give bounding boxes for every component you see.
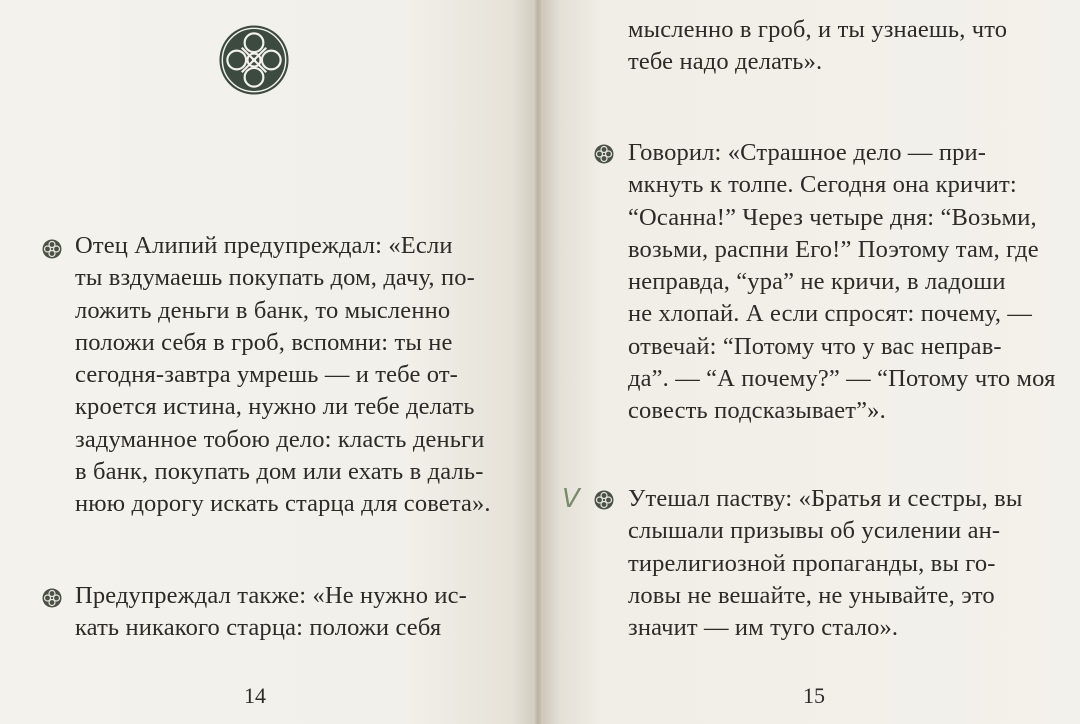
text-line: сегодня-завтра умрешь — и тебе от-: [75, 361, 458, 389]
page-number-right: 15: [803, 683, 825, 708]
paragraph-comfort: [628, 483, 1023, 644]
knot-bullet-icon: [594, 144, 614, 164]
paragraph-crowd: [628, 137, 1056, 428]
text-line: Предупреждал также: «Не нужно ис-: [75, 582, 467, 609]
paragraph-alipy-1: [75, 230, 491, 521]
knot-bullet-icon: [42, 588, 62, 608]
text-line: ловы не вешайте, не унывайте, это: [628, 581, 995, 609]
text-line: кроется истина, нужно ли тебе делать: [75, 393, 475, 421]
text-line: кать никакого старца: положи себя: [75, 614, 442, 642]
knot-bullet-icon: [594, 490, 614, 510]
text-line: ты вздумаешь покупать дом, дачу, по-: [75, 264, 475, 292]
book-gutter: [533, 0, 543, 724]
text-line: задуманное тобою дело: класть деньги: [75, 425, 485, 453]
text-line: отвечай: “Потому что у вас неправ-: [628, 332, 1002, 360]
text-line: “Осанна!” Через четыре дня: “Возьми,: [628, 203, 1037, 231]
text-line: Говорил: «Страшное дело — при-: [628, 139, 987, 166]
text-line: нюю дорогу искать старца для совета».: [75, 490, 491, 518]
text-line: не хлопай. А если спросят: почему, —: [628, 300, 1033, 328]
text-line: тебе надо делать».: [628, 48, 823, 76]
text-line: Отец Алипий предупреждал: «Если: [75, 232, 453, 259]
knot-bullet-icon: [42, 239, 62, 259]
paragraph-alipy-2: [75, 580, 467, 645]
text-line: Утешал паству: «Братья и сестры, вы: [628, 485, 1023, 512]
text-line: слышали призывы об усилении ан-: [628, 517, 1001, 545]
text-line: ложить деньги в банк, то мысленно: [75, 296, 451, 324]
text-line: да”. — “А почему?” — “Потому что моя: [628, 365, 1056, 393]
text-line: неправда, “ура” не кричи, в ладоши: [628, 268, 1006, 296]
text-line: тирелигиозной пропаганды, вы го-: [628, 549, 996, 577]
celtic-knot-ornament-icon: [218, 24, 290, 96]
page-number-left: 14: [244, 683, 266, 708]
text-line: мкнуть к толпе. Сегодня она кричит:: [628, 171, 1017, 199]
text-line: в банк, покупать дом или ехать в даль-: [75, 458, 484, 486]
text-line: мысленно в гроб, и ты узнаешь, что: [628, 16, 1008, 43]
text-line: значит — им туго стало».: [628, 614, 899, 642]
paragraph-continuation: [628, 14, 1007, 79]
margin-check-mark: V: [562, 484, 580, 514]
text-line: положи себя в гроб, вспомни: ты не: [75, 328, 453, 356]
text-line: совесть подсказывает”».: [628, 397, 886, 425]
text-line: возьми, распни Его!” Поэтому там, где: [628, 235, 1039, 263]
